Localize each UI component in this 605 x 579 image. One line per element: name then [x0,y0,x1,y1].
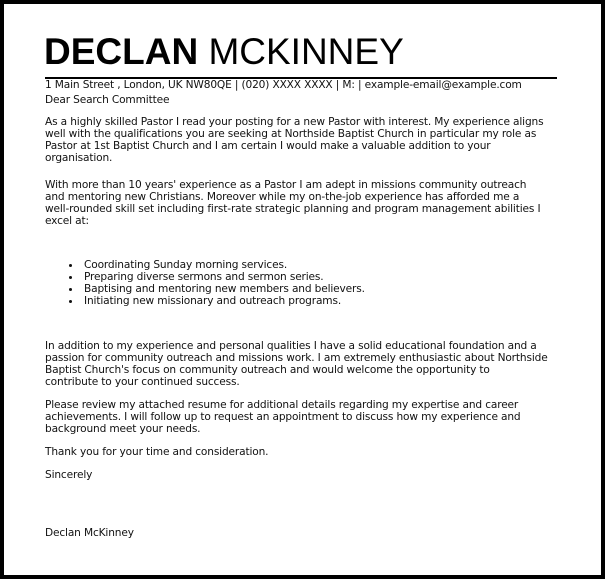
text-line: and mentoring new Christians. Moreover while my on-the-job experience has afforded me a [45,191,520,203]
text-line: Baptist Church's focus on community outreach and would welcome the opportunity to [45,364,490,376]
text-line: achievements. I will follow up to request an appointment to discuss how my experience and [45,411,521,423]
list-item: Preparing diverse sermons and sermon series. [45,271,365,283]
paragraph-3 [45,340,548,388]
skills-list [45,259,365,307]
last-name: MCKINNEY [208,31,404,72]
text-line: Pastor at 1st Baptist Church and I am certain I would make a valuable addition to your [45,140,491,152]
text-line: In addition to my experience and personal qualities I have a solid educational foundation and a [45,340,537,352]
text-line: With more than 10 years' experience as a Pastor I am adept in missions community outreach [45,179,527,191]
thanks-line: Thank you for your time and consideration. [45,446,269,458]
contact-line: 1 Main Street , London, UK NW80QE | (020) XXXX XXXX | M: | example-email@example.com [45,79,522,91]
text-line: background meet your needs. [45,423,201,435]
list-item: Baptising and mentoring new members and believers. [45,283,365,295]
text-line: passion for community outreach and missions work. I am extremely enthusiastic about Northside [45,352,548,364]
letter-page [4,4,601,575]
text-line: As a highly skilled Pastor I read your posting for a new Pastor with interest. My experience aligns [45,116,544,128]
salutation: Dear Search Committee [45,94,170,106]
text-line: excel at: [45,215,89,227]
text-line: Please review my attached resume for additional details regarding my expertise and career [45,399,519,411]
paragraph-1 [45,116,543,164]
letter-heading-name [44,30,404,74]
text-line: contribute to your continued success. [45,376,240,388]
text-line: well with the qualifications you are seeking at Northside Baptist Church in particular my role as [45,128,537,140]
closing: Sincerely [45,469,93,481]
paragraph-4 [45,399,521,435]
list-item: Coordinating Sunday morning services. [45,259,365,271]
first-name: DECLAN [44,31,199,72]
text-line: well-rounded skill set including first-rate strategic planning and program management abilities I [45,203,541,215]
list-item: Initiating new missionary and outreach programs. [45,295,365,307]
text-line: organisation. [45,152,113,164]
paragraph-2 [45,179,540,227]
signature-name: Declan McKinney [45,527,134,539]
